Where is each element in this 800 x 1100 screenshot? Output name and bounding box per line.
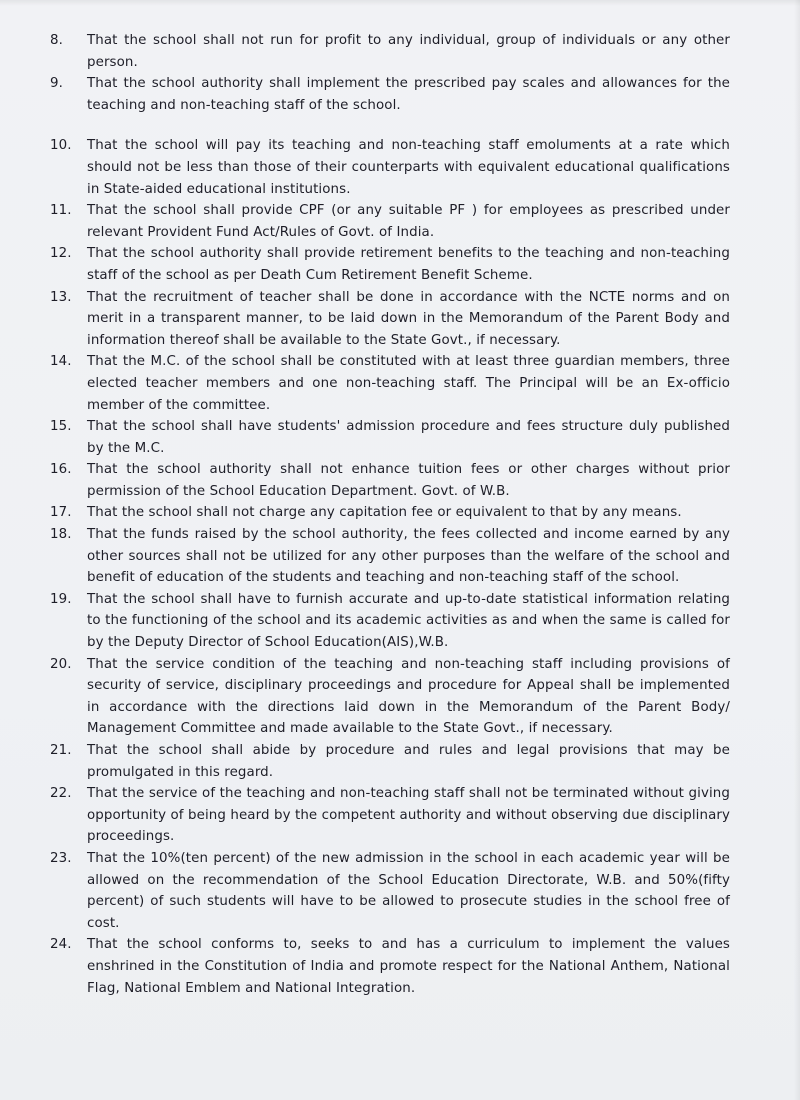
clause-text: That the service of the teaching and non-teaching staff shall not be terminated without giving opportunity of being heard by the competent authority and without observing due disciplinary proceedings. xyxy=(87,786,730,845)
clause-text: That the school shall not charge any capitation fee or equivalent to that by any means. xyxy=(87,505,682,521)
clause-18 xyxy=(50,524,730,589)
clause-13 xyxy=(50,287,730,352)
clause-number: 8. xyxy=(50,33,63,48)
clause-number: 16. xyxy=(50,462,72,478)
clause-text: That the school will pay its teaching and non-teaching staff emoluments at a rate which should not be less than those of their counterparts with equivalent educational qualifications in State-aided educational institutions. xyxy=(87,138,730,197)
clause-text: That the M.C. of the school shall be constituted with at least three guardian members, three elected teacher members and one non-teaching staff. The Principal will be an Ex-officio member of the committee. xyxy=(87,354,730,413)
clause-8 xyxy=(50,30,730,73)
clause-text: That the school shall have to furnish accurate and up-to-date statistical information relating to the functioning of the school and its academic activities as and when the same is called for by the Deputy Director of School Education(AIS),W.B. xyxy=(87,591,730,651)
clause-number: 9. xyxy=(50,76,63,92)
clause-22 xyxy=(50,783,730,848)
clause-number: 15. xyxy=(50,419,72,435)
scan-shadow-top xyxy=(0,0,800,6)
clause-12 xyxy=(50,243,730,286)
clause-10 xyxy=(50,135,730,200)
clause-15 xyxy=(50,416,730,459)
clause-16 xyxy=(50,459,730,502)
clause-text: That the school shall have students' admission procedure and fees structure duly published by the M.C. xyxy=(87,419,730,456)
clause-text: That the school shall provide CPF (or any suitable PF ) for employees as prescribed under relevant Provident Fund Act/Rules of Govt. of India. xyxy=(87,203,730,240)
clause-20 xyxy=(50,654,730,740)
clause-text: That the school authority shall implement the prescribed pay scales and allowances for the teaching and non-teaching staff of the school. xyxy=(87,76,730,113)
clause-text: That the school authority shall provide retirement benefits to the teaching and non-teaching staff of the school as per Death Cum Retirement Benefit Scheme. xyxy=(87,246,730,283)
clause-text: That the school shall abide by procedure and rules and legal provisions that may be promulgated in this regard. xyxy=(87,743,730,780)
clause-number: 21. xyxy=(50,743,72,758)
clause-number: 10. xyxy=(50,138,72,154)
scan-shadow-right xyxy=(794,0,800,1100)
clause-number: 22. xyxy=(50,786,72,802)
clause-number: 19. xyxy=(50,591,72,607)
clause-text: That the service condition of the teaching and non-teaching staff including provisions of security of service, disciplinary proceedings and procedure for Appeal shall be implemented in accordance with the directions laid down in the Memorandum of the Parent Body/ Management Committee and made available to the State Govt., if necessary. xyxy=(87,656,730,737)
clause-23 xyxy=(50,848,730,934)
clause-text: That the funds raised by the school authority, the fees collected and income earned by any other sources shall not be utilized for any other purposes than the welfare of the school and benefit of education of the students and teaching and non-teaching staff of the school. xyxy=(87,527,730,586)
clause-number: 17. xyxy=(50,505,72,521)
clause-24 xyxy=(50,934,730,999)
clause-number: 23. xyxy=(50,850,72,866)
clause-number: 13. xyxy=(50,289,72,305)
clause-17 xyxy=(50,502,730,524)
clause-9 xyxy=(50,73,730,116)
clause-number: 24. xyxy=(50,937,72,953)
clause-text: That the school shall not run for profit to any individual, group of individuals or any other person. xyxy=(87,33,730,70)
clause-text: That the school conforms to, seeks to and has a curriculum to implement the values enshrined in the Constitution of India and promote respect for the National Anthem, National Flag, National Emblem and National Integration. xyxy=(87,937,730,996)
clause-number: 20. xyxy=(50,656,72,672)
clause-number: 11. xyxy=(50,203,72,219)
clause-number: 18. xyxy=(50,527,72,543)
clause-21 xyxy=(50,740,730,783)
clause-19 xyxy=(50,589,730,654)
clause-14 xyxy=(50,351,730,416)
clause-text: That the 10%(ten percent) of the new admission in the school in each academic year will be allowed on the recommendation of the School Education Directorate, W.B. and 50%(fifty percent) of such students will have to be allowed to prosecute studies in the school free of cost. xyxy=(87,850,730,931)
clause-list xyxy=(50,30,730,999)
clause-number: 12. xyxy=(50,246,72,262)
clause-11 xyxy=(50,200,730,243)
clause-number: 14. xyxy=(50,354,72,370)
clause-text: That the school authority shall not enhance tuition fees or other charges without prior permission of the School Education Department. Govt. of W.B. xyxy=(87,462,730,499)
clause-text: That the recruitment of teacher shall be done in accordance with the NCTE norms and on merit in a transparent manner, to be laid down in the Memorandum of the Parent Body and information thereof shall be available to the State Govt., if necessary. xyxy=(87,289,730,348)
